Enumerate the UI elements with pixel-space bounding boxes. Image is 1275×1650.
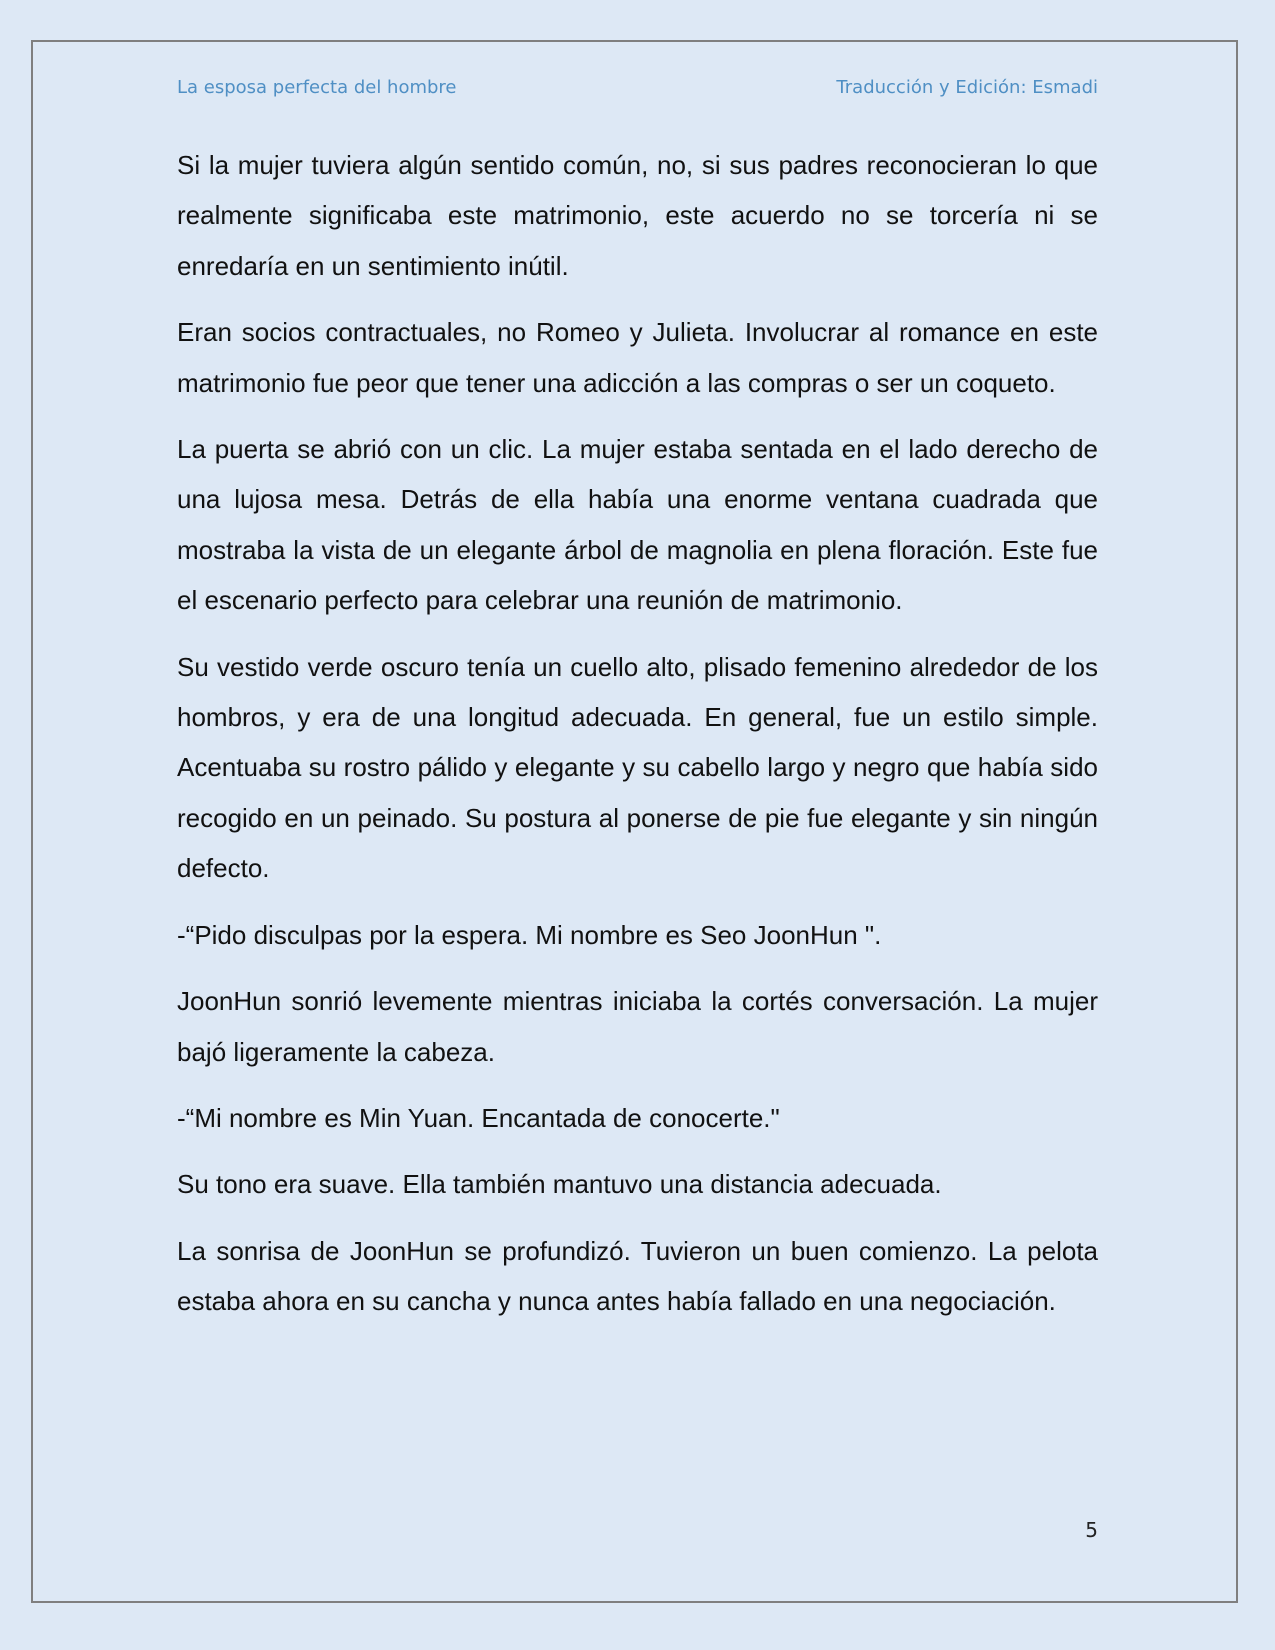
header-credits: Traducción y Edición: Esmadi — [836, 76, 1098, 98]
page-number: 5 — [1085, 1518, 1098, 1542]
document-body — [177, 140, 1098, 1343]
paragraph-9: La sonrisa de JoonHun se profundizó. Tuvieron un buen comienzo. La pelota estaba ahora en su cancha y nunca antes había fallado en una negociación. — [177, 1235, 1098, 1317]
paragraph-4: Su vestido verde oscuro tenía un cuello alto, plisado femenino alrededor de los hombros, y era de una longitud adecuada. En general, fue un estilo simple. Acentuaba su rostro pálido y elegante y su cabello largo y negro que había sido recogido en un peinado. Su postura al ponerse de pie fue elegante y sin ningún defecto. — [177, 651, 1098, 884]
paragraph-6: JoonHun sonrió levemente mientras iniciaba la cortés conversación. La mujer bajó ligeramente la cabeza. — [177, 986, 1098, 1067]
header-book-title: La esposa perfecta del hombre — [177, 76, 457, 98]
running-header — [177, 72, 1098, 102]
paragraph-7: -“Mi nombre es Min Yuan. Encantada de conocerte." — [177, 1102, 780, 1133]
paragraph-5: -“Pido disculpas por la espera. Mi nombre es Seo JoonHun ". — [177, 919, 882, 950]
paragraph-3: La puerta se abrió con un clic. La mujer estaba sentada en el lado derecho de una lujosa mesa. Detrás de ella había una enorme ventana cuadrada que mostraba la vista de un elegante árbol de magnolia en plena floración. Este fue el escenario perfecto para celebrar una reunión de matrimonio. — [177, 434, 1098, 616]
paragraph-8: Su tono era suave. Ella también mantuvo una distancia adecuada. — [177, 1169, 942, 1200]
paragraph-1: Si la mujer tuviera algún sentido común, no, si sus padres reconocieran lo que realmente significaba este matrimonio, este acuerdo no se torcería ni se enredaría en un sentimiento inútil. — [177, 150, 1098, 281]
paragraph-2: Eran socios contractuales, no Romeo y Julieta. Involucrar al romance en este matrimonio fue peor que tener una adicción a las compras o ser un coqueto. — [177, 317, 1098, 398]
